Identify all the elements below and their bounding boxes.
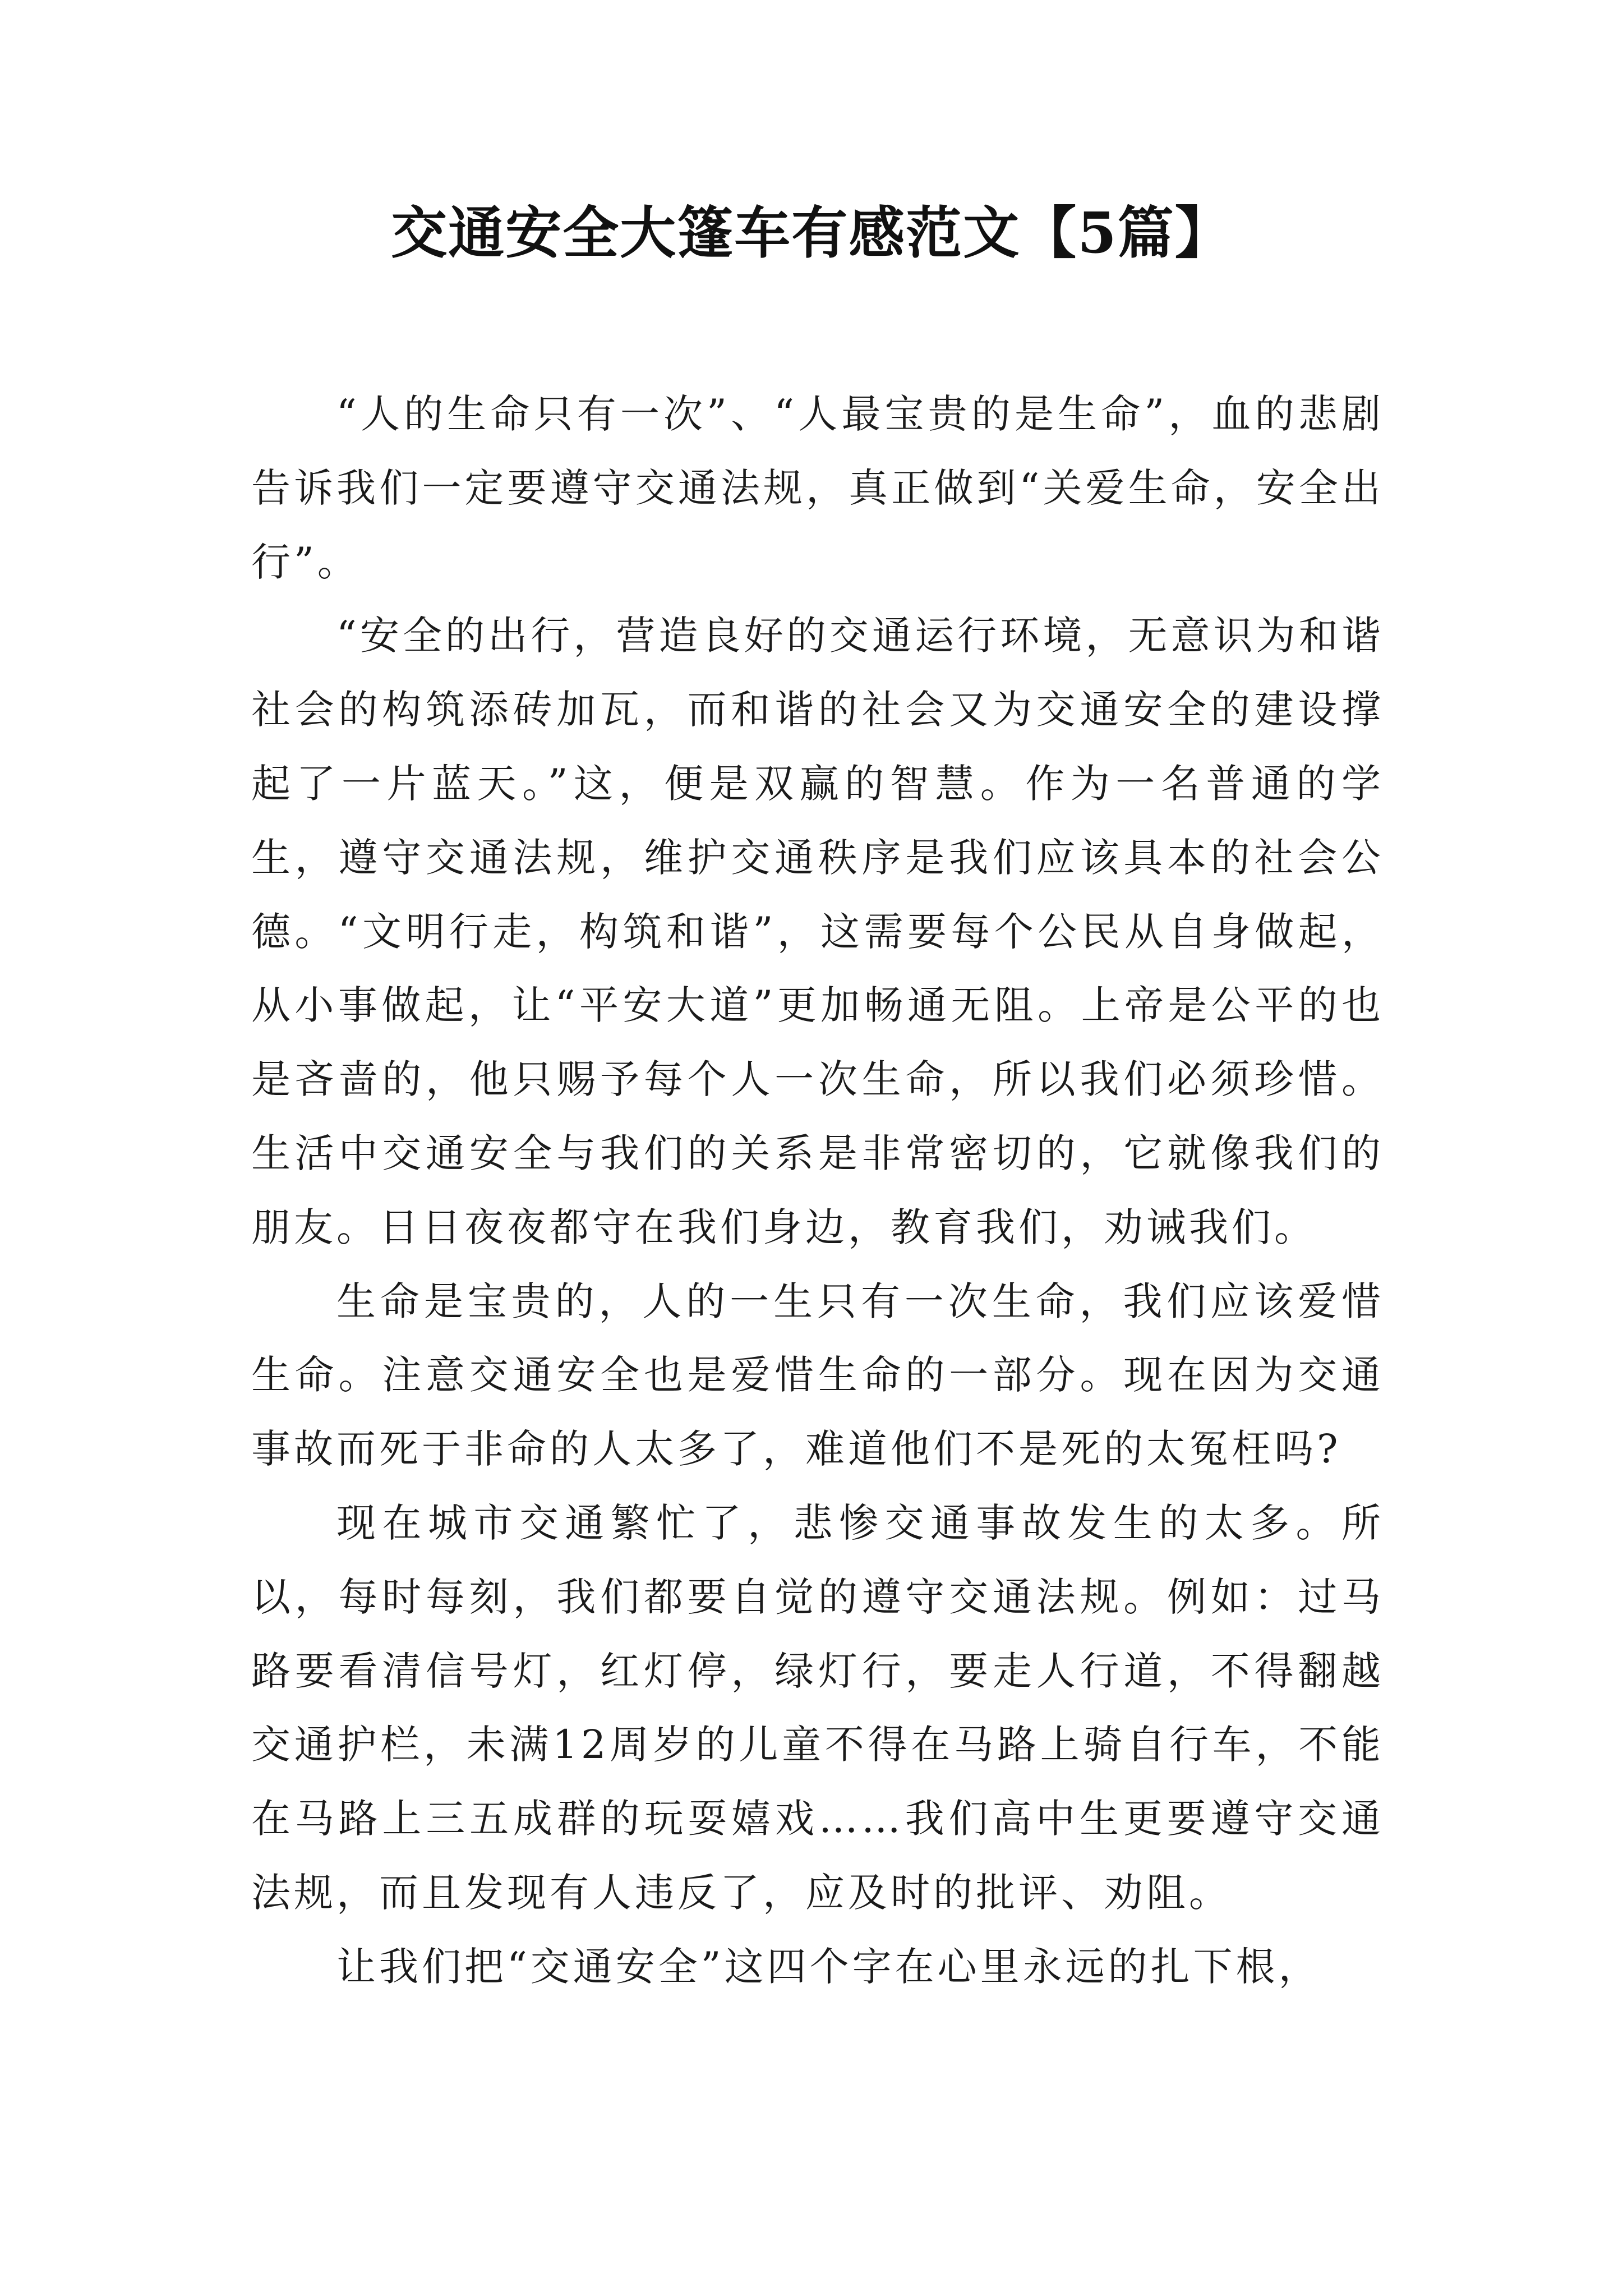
paragraph: 现在城市交通繁忙了，悲惨交通事故发生的太多。所以，每时每刻，我们都要自觉的遵守交通法规。例如：过马路要看清信号灯，红灯停，绿灯行，要走人行道，不得翻越交通护栏，未满12周岁的儿童不得在马路上骑自行车，不能在马路上三五成群的玩耍嬉戏……我们高中生更要遵守交通法规，而且发现有人违反了，应及时的批评、劝阻。 <box>251 1499 1384 1916</box>
paragraph: “安全的出行，营造良好的交通运行环境，无意识为和谐社会的构筑添砖加瓦，而和谐的社会又为交通安全的建设撑起了一片蓝天。”这，便是双赢的智慧。作为一名普通的学生，遵守交通法规，维护交通秩序是我们应该具本的社会公德。“文明行走，构筑和谐”，这需要每个公民从自身做起，从小事做起，让“平安大道”更加畅通无阻。上帝是公平的也是吝啬的，他只赐予每个人一次生命，所以我们必须珍惜。生活中交通安全与我们的关系是非常密切的，它就像我们的朋友。日日夜夜都守在我们身边，教育我们，劝诫我们。 <box>251 613 1384 1250</box>
paragraph: 让我们把“交通安全”这四个字在心里永远的扎下根， <box>336 1943 1321 1990</box>
document-body <box>251 378 1384 2004</box>
paragraph: 生命是宝贵的，人的一生只有一次生命，我们应该爱惜生命。注意交通安全也是爱惜生命的一部分。现在因为交通事故而死于非命的人太多了，难道他们不是死的太冤枉吗? <box>251 1278 1384 1473</box>
document-title: 交通安全大篷车有感范文【5篇】 <box>391 200 1232 266</box>
paragraph: “人的生命只有一次”、“人最宝贵的是生命”，血的悲剧告诉我们一定要遵守交通法规，真正做到“关爱生命，安全出行”。 <box>251 391 1384 585</box>
